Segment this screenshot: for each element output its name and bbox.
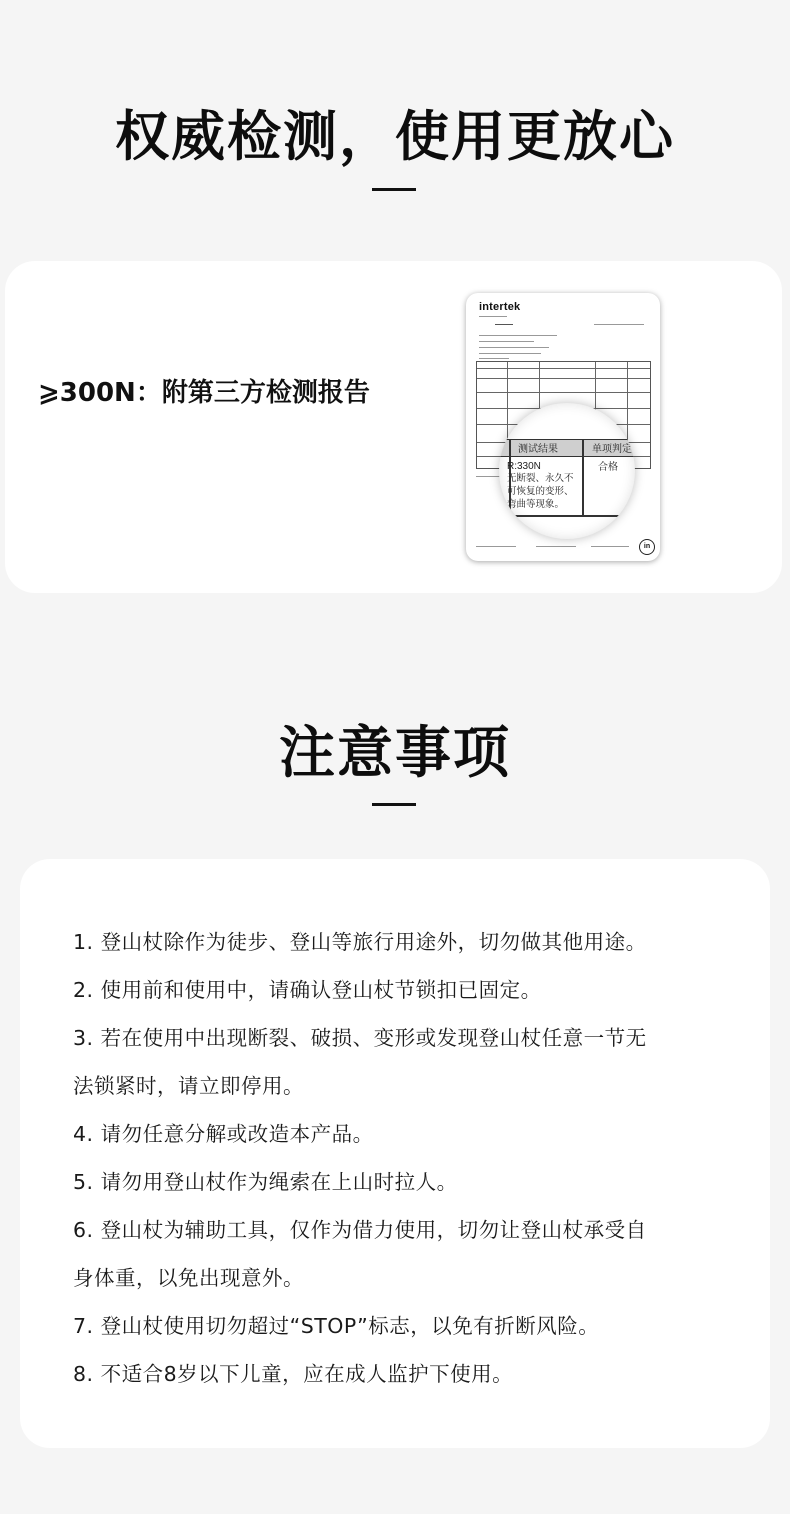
test-report-card	[5, 261, 782, 593]
zoom-verdict: 合格	[598, 462, 618, 473]
note-item: 2. 使用前和使用中，请确认登山杖节锁扣已固定。	[73, 978, 542, 1002]
note-item: 6. 登山杖为辅助工具，仅作为借力使用，切勿让登山杖承受自	[73, 1218, 647, 1242]
report-text-line	[476, 546, 516, 547]
note-item: 8. 不适合8岁以下儿童，应在成人监护下使用。	[73, 1362, 514, 1386]
report-text-line	[495, 324, 513, 325]
intertek-badge-icon: in	[639, 539, 655, 555]
report-text-line	[536, 546, 576, 547]
title-underline	[372, 803, 416, 806]
report-text-line	[479, 347, 549, 348]
note-item: 1. 登山杖除作为徒步、登山等旅行用途外，切勿做其他用途。	[73, 930, 647, 954]
report-text-line	[479, 341, 534, 342]
magnifier-zoom	[499, 403, 635, 539]
note-item: 7. 登山杖使用切勿超过“STOP”标志，以免有折断风险。	[73, 1314, 600, 1338]
report-text-line	[594, 324, 644, 325]
zoom-result-value: R:330N	[507, 461, 541, 472]
report-text-line	[479, 353, 541, 354]
zoom-header-result: 测试结果	[518, 444, 558, 455]
intertek-logo: intertek	[479, 301, 521, 313]
report-text-line	[479, 358, 509, 359]
test-report-image	[466, 293, 660, 561]
report-text-line	[479, 335, 557, 336]
note-item: 5. 请勿用登山杖作为绳索在上山时拉人。	[73, 1170, 458, 1194]
report-text-line	[591, 546, 629, 547]
note-item: 3. 若在使用中出现断裂、破损、变形或发现登山杖任意一节无	[73, 1026, 647, 1050]
zoom-result-description: 无断裂、永久不可恢复的变形、弯曲等现象。	[507, 473, 574, 510]
section-title-notes: 注意事项	[279, 721, 511, 786]
note-item: 身体重，以免出现意外。	[73, 1266, 304, 1290]
title-underline	[372, 188, 416, 191]
note-item: 4. 请勿任意分解或改造本产品。	[73, 1122, 374, 1146]
section-title-testing: 权威检测，使用更放心	[115, 105, 675, 168]
strength-claim: ⩾300N：附第三方检测报告	[38, 378, 370, 408]
zoom-header-verdict: 单项判定	[592, 444, 632, 455]
note-item: 法锁紧时，请立即停用。	[73, 1074, 304, 1098]
report-text-line	[479, 316, 507, 317]
